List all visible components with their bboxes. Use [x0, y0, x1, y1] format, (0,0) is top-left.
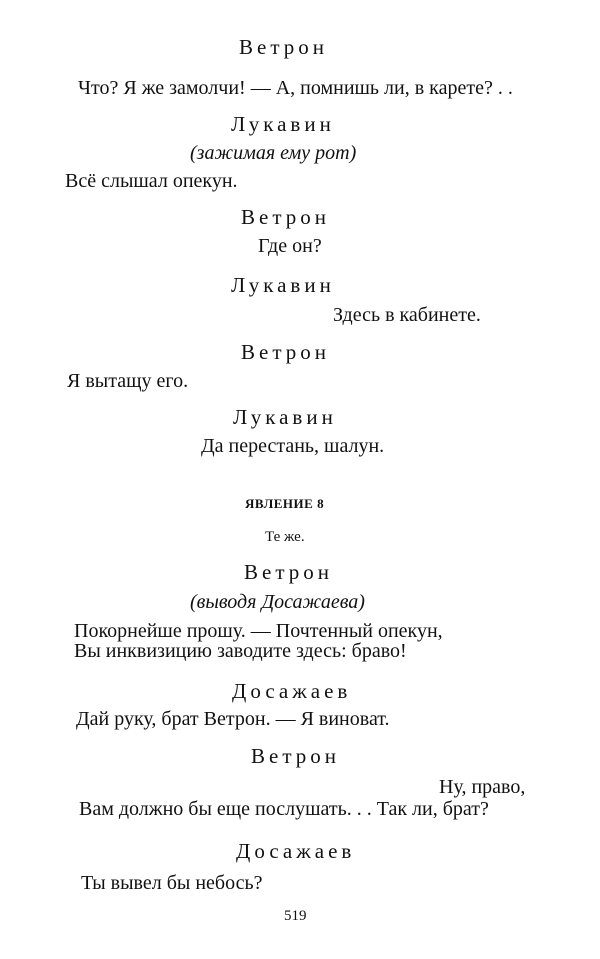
speaker-name: Ветрон [251, 744, 340, 768]
verse-line: Я вытащу его. [67, 370, 189, 392]
verse-line: Дай руку, брат Ветрон. — Я виноват. [76, 708, 390, 730]
speaker-name: Ветрон [241, 205, 330, 229]
speaker-name: Досажаев [236, 839, 356, 863]
verse-line: Где он? [258, 235, 322, 257]
speaker-name: Досажаев [232, 679, 352, 703]
speaker-name: Ветрон [241, 340, 330, 364]
scene-note: Те же. [265, 529, 305, 545]
verse-line: Вам должно бы еще послушать. . . Так ли, брат? [79, 798, 489, 820]
verse-line: Ну, право, [439, 776, 526, 798]
speaker-name: Ветрон [244, 560, 333, 584]
verse-line: Вы инквизицию заводите здесь: браво! [74, 640, 407, 662]
speaker-name: Лукавин [231, 112, 335, 136]
verse-line: Покорнейше прошу. — Почтенный опекун, [74, 620, 443, 642]
speaker-name: Ветрон [239, 35, 328, 59]
stage-direction: (выводя Досажаева) [190, 591, 365, 613]
verse-line: Здесь в кабинете. [333, 304, 481, 326]
stage-direction: (зажимая ему рот) [190, 142, 357, 164]
speaker-name: Лукавин [231, 273, 335, 297]
verse-line: Что? Я же замолчи! — А, помнишь ли, в карете? . . [78, 77, 513, 99]
page-number: 519 [284, 908, 307, 924]
verse-line: Да перестань, шалун. [201, 435, 385, 457]
speaker-name: Лукавин [233, 405, 337, 429]
scene-title: ЯВЛЕНИЕ 8 [245, 496, 325, 511]
verse-line: Всё слышал опекун. [65, 170, 238, 192]
verse-line: Ты вывел бы небось? [81, 872, 263, 894]
